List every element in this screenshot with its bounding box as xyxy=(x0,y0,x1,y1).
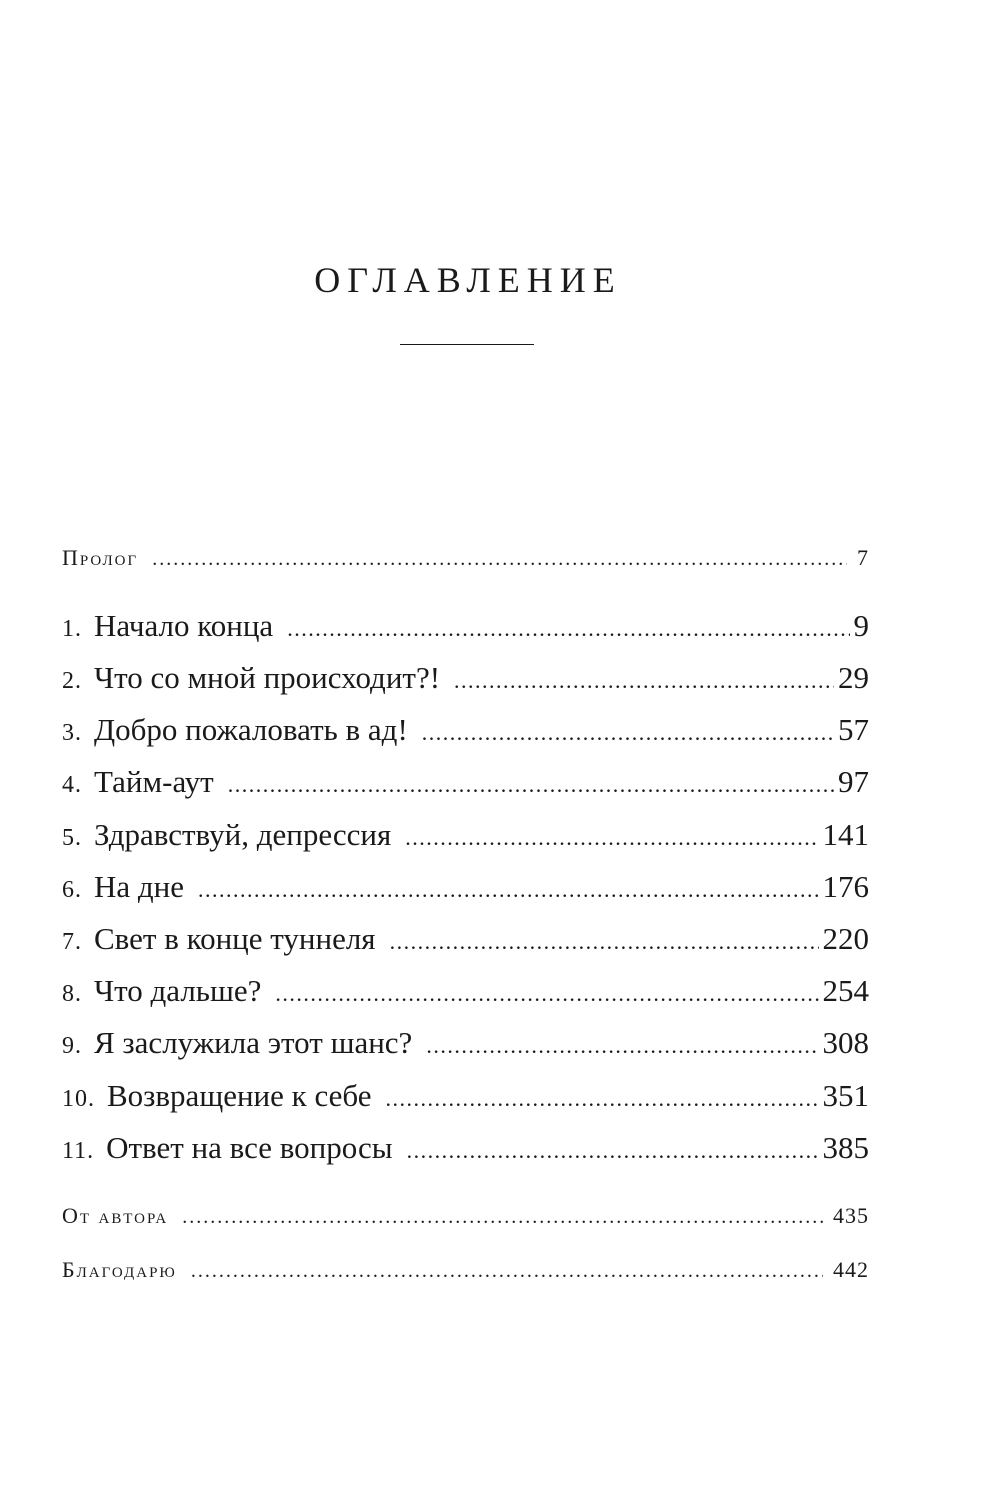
chapter-number: 8. xyxy=(62,981,82,1007)
dot-leader xyxy=(407,1138,819,1164)
dot-leader xyxy=(426,1033,818,1059)
dot-leader xyxy=(191,1260,823,1283)
title-divider xyxy=(400,344,534,345)
toc-entry-label: Возвращение к себе xyxy=(107,1078,372,1113)
toc-entry-chapter-7[interactable] xyxy=(62,921,869,961)
dot-leader xyxy=(390,929,819,955)
chapter-number: 6. xyxy=(62,877,82,903)
dot-leader xyxy=(275,981,818,1007)
toc-entry-page: 351 xyxy=(822,1078,869,1113)
toc-entry-label: Начало конца xyxy=(94,608,274,643)
toc-entry-label: Я заслужила этот шанс? xyxy=(94,1025,413,1060)
toc-entry-label: Пролог xyxy=(62,545,139,570)
dot-leader xyxy=(228,772,834,798)
toc-entry-page: 176 xyxy=(822,869,869,904)
toc-entry-chapter-8[interactable] xyxy=(62,973,869,1013)
dot-leader xyxy=(385,1086,818,1112)
chapter-number: 4. xyxy=(62,772,82,798)
toc-entry-page: 9 xyxy=(853,608,869,643)
chapter-number: 1. xyxy=(62,616,82,642)
toc-entry-chapter-1[interactable] xyxy=(62,608,869,648)
toc-entry-label: Благодарю xyxy=(62,1257,177,1282)
toc-entry-page: 57 xyxy=(838,712,869,747)
toc-entry-chapter-2[interactable] xyxy=(62,660,869,700)
toc-entry-label: Ответ на все вопросы xyxy=(106,1130,393,1165)
toc-entry-chapter-4[interactable] xyxy=(62,764,869,804)
toc-entry-label: Здравствуй, депрессия xyxy=(94,817,392,852)
toc-entry-label: Тайм-аут xyxy=(94,764,214,799)
dot-leader xyxy=(198,877,818,903)
toc-entry-page: 254 xyxy=(822,973,869,1008)
toc-entry-chapter-5[interactable] xyxy=(62,817,869,857)
dot-leader xyxy=(287,616,849,642)
dot-leader xyxy=(152,548,847,571)
toc-entry-label: От автора xyxy=(62,1203,169,1228)
chapter-number: 7. xyxy=(62,929,82,955)
chapter-number: 3. xyxy=(62,720,82,746)
page-title: ОГЛАВЛЕНИЕ xyxy=(314,260,622,300)
toc-entry-page: 442 xyxy=(833,1257,869,1282)
chapter-number: 10. xyxy=(62,1086,95,1112)
toc-entry-label: Добро пожаловать в ад! xyxy=(94,712,408,747)
toc-entry-chapter-6[interactable] xyxy=(62,869,869,909)
toc-entry-label: На дне xyxy=(94,869,185,904)
toc-entry-page: 141 xyxy=(822,817,869,852)
toc-entry-page: 220 xyxy=(822,921,869,956)
toc-entry-page: 308 xyxy=(822,1025,869,1060)
toc-entry-chapter-11[interactable] xyxy=(62,1130,869,1170)
toc-entry-page: 385 xyxy=(822,1130,869,1165)
toc-entry-chapter-3[interactable] xyxy=(62,712,869,752)
chapter-number: 11. xyxy=(62,1138,95,1164)
toc-entry-from-author[interactable] xyxy=(62,1203,869,1235)
toc-entry-acknowledgements[interactable] xyxy=(62,1257,869,1289)
toc-entry-page: 29 xyxy=(838,660,869,695)
toc-entry-label: Свет в конце туннеля xyxy=(94,921,376,956)
dot-leader xyxy=(422,720,834,746)
toc-entry-prologue[interactable] xyxy=(62,545,869,577)
dot-leader xyxy=(454,668,834,694)
toc-entry-page: 435 xyxy=(833,1203,869,1228)
dot-leader xyxy=(405,825,818,851)
chapter-number: 9. xyxy=(62,1033,82,1059)
toc-entry-page: 7 xyxy=(857,545,869,570)
chapter-number: 5. xyxy=(62,825,82,851)
chapter-number: 2. xyxy=(62,668,82,694)
toc-entry-label: Что дальше? xyxy=(94,973,262,1008)
toc-entry-chapter-9[interactable] xyxy=(62,1025,869,1065)
toc-entry-page: 97 xyxy=(838,764,869,799)
toc-entry-chapter-10[interactable] xyxy=(62,1078,869,1118)
dot-leader xyxy=(182,1206,823,1229)
toc-entry-label: Что со мной происходит?! xyxy=(94,660,441,695)
